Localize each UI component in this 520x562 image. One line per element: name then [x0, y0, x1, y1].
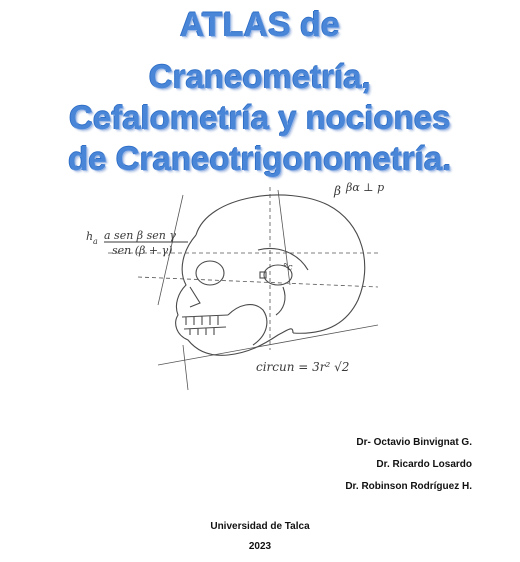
point-c-label: °c [283, 263, 293, 273]
title-line-3: Cefalometría y nociones [69, 99, 451, 136]
orbit-shape [196, 261, 224, 285]
formula-left-numerator: a sen β sen γ [104, 229, 176, 242]
mandible-outline [228, 305, 267, 345]
university-name: Universidad de Talca [210, 521, 310, 532]
teeth-upper [182, 315, 228, 325]
formula-left-denominator: sen (β + γ) [112, 244, 173, 257]
author-name: Dr- Octavio Binvignat G. [356, 437, 472, 448]
formula-bottom: circun = 3r² √2 [256, 360, 350, 374]
bottom-vertical-line [183, 345, 188, 390]
horizontal-reference-line-2 [138, 277, 378, 287]
formula-top-rest: βα ⊥ p [346, 181, 385, 194]
cover-title [0, 8, 520, 175]
formula-top-beta: β [334, 184, 341, 198]
title-line-2: Craneometría, [149, 58, 371, 95]
publication-year: 2023 [248, 541, 272, 552]
formula-left-lhs: h [86, 230, 94, 243]
author-name: Dr. Ricardo Losardo [376, 459, 472, 470]
teeth-lower [184, 327, 226, 335]
nasal-shape [190, 287, 200, 307]
mastoid-shape [276, 287, 285, 315]
title-line-1: ATLAS de [180, 6, 340, 44]
author-name: Dr. Robinson Rodríguez H. [345, 481, 472, 492]
formula-left-subscript: a [93, 237, 98, 246]
diagonal-reference-line-2 [158, 325, 378, 365]
small-square-mark [260, 272, 266, 278]
skull-sketch-illustration [78, 175, 408, 395]
authors-list [345, 437, 472, 503]
cranium-outline [196, 195, 365, 333]
title-line-4: de Craneotrigonometría. [68, 140, 452, 177]
